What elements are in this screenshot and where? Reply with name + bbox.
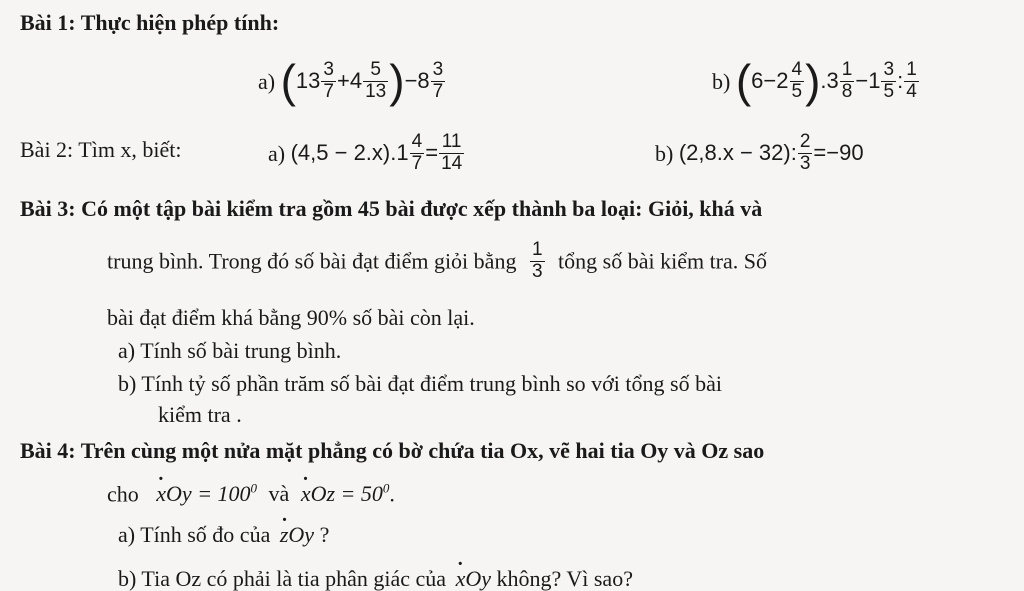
frac: $\frac{2}{3}$: [799, 131, 811, 174]
bai3-b2: kiểm tra .: [158, 402, 242, 427]
frac: $\frac{4}{7}$: [411, 131, 423, 174]
frac: $\frac{1}{4}$: [906, 58, 917, 102]
angle-xoy: · xOy: [156, 483, 191, 505]
bai2-b-label: b): [655, 141, 674, 167]
bai2-title: Bài 2: Tìm x, biết:: [20, 136, 182, 162]
bai3-line1: Bài 3: Có một tập bài kiểm tra gồm 45 bài được xếp thành ba loại: Giỏi, khá và: [20, 196, 763, 221]
angle-zoy: · zOy: [280, 524, 314, 546]
bai3-a: a) Tính số bài trung bình.: [118, 338, 342, 363]
bai2-b: [655, 132, 864, 175]
bai2-b-expr: (2,8.x − 32): $\frac{2}{3}$ =−90: [678, 131, 864, 174]
bai3-line2: trung bình. Trong đó số bài đạt điểm giỏi bằng $\frac{1}{3}$ tổng số bài kiểm tra. Số: [107, 239, 768, 282]
frac: $\frac{11}{14}$: [441, 131, 463, 174]
bai2-a: [268, 132, 465, 175]
bai4-b: b) Tia Oz có phải là tia phân giác của · xOy không? Vì sao?: [118, 568, 633, 590]
frac: $\frac{3}{7}$: [323, 58, 334, 102]
frac: $\frac{4}{5}$: [791, 58, 803, 102]
bai4-line2: cho · xOy = $100^0$ và · xOz = $50^0$.: [107, 482, 395, 505]
angle-xoz: · xOz: [301, 483, 335, 505]
frac: $\frac{1}{8}$: [841, 58, 853, 102]
bai3-line3: bài đạt điểm khá bằng 90% số bài còn lại.: [107, 305, 475, 330]
frac: $\frac{5}{13}$: [365, 58, 387, 102]
bai1-b: [712, 55, 920, 107]
bai2-a-label: a): [268, 141, 286, 167]
bai2-a-expr: (4,5 − 2.x).1 $\frac{4}{7}$ = $\frac{11}{14}$: [290, 131, 463, 174]
bai4-a: a) Tính số đo của · zOy ?: [118, 524, 329, 546]
bai1-b-label: b): [712, 68, 731, 94]
bai1-b-expr: (6−2 $\frac{4}{5}$ ).3 $\frac{1}{8}$ −1 $\frac{3}{5}$ : $\frac{1}{4}$: [735, 55, 917, 107]
bai3-fraction: $\frac{1}{3}$: [531, 239, 543, 282]
bai2: [20, 137, 182, 161]
bai1-a-expr: (13 $\frac{3}{7}$ +4 $\frac{5}{13}$ )−8 $\frac{3}{7}$: [280, 55, 444, 107]
bai1-title: Bài 1: Thực hiện phép tính:: [20, 10, 280, 35]
bai4-line1: Bài 4: Trên cùng một nửa mặt phẳng có bờ chứa tia Ox, vẽ hai tia Oy và Oz sao: [20, 438, 765, 463]
bai1-a: [258, 55, 446, 107]
frac: $\frac{3}{7}$: [432, 58, 444, 102]
frac: $\frac{3}{5}$: [883, 58, 895, 102]
bai3-b1: b) Tính tỷ số phần trăm số bài đạt điểm trung bình so với tổng số bài: [118, 371, 722, 396]
angle-xoy-2: · xOy: [456, 568, 491, 590]
bai1-a-label: a): [258, 68, 276, 94]
